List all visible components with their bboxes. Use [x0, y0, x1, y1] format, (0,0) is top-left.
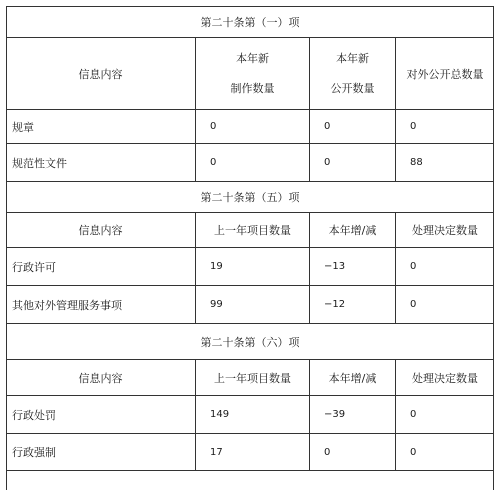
- column-header: 本年增/减: [310, 213, 396, 248]
- section-title: 第二十条第（五）项: [6, 182, 494, 213]
- table-cell: 0: [396, 396, 494, 434]
- row-label: 行政许可: [6, 248, 196, 286]
- row-label: 规章: [6, 110, 196, 144]
- row-label: 行政强制: [6, 434, 196, 471]
- column-header: 处理决定数量: [396, 213, 494, 248]
- disclosure-table: [6, 6, 494, 490]
- column-header: 本年增/减: [310, 360, 396, 396]
- column-header: 信息内容: [6, 213, 196, 248]
- row-label: 规范性文件: [6, 144, 196, 182]
- table-cell: 149: [196, 396, 310, 434]
- column-header: 上一年项目数量: [196, 360, 310, 396]
- section-title: 第二十条第（六）项: [6, 324, 494, 360]
- row-label: 其他对外管理服务事项: [6, 286, 196, 324]
- table-cell: 0: [196, 144, 310, 182]
- column-header: 信息内容: [6, 38, 196, 110]
- table-cell: 0: [310, 110, 396, 144]
- table-cell: −13: [310, 248, 396, 286]
- column-header: 处理决定数量: [396, 360, 494, 396]
- column-header-line: 本年新: [236, 51, 269, 65]
- table-cell: 0: [196, 110, 310, 144]
- table-cell: 99: [196, 286, 310, 324]
- column-header: [310, 38, 396, 110]
- column-header: 对外公开总数量: [396, 38, 494, 110]
- table-cell: 0: [310, 434, 396, 471]
- row-label: 行政处罚: [6, 396, 196, 434]
- table-cell: 0: [396, 286, 494, 324]
- column-header-line: 制作数量: [230, 81, 275, 95]
- section-title: 第二十条第（一）项: [6, 6, 494, 38]
- column-header-line: 公开数量: [330, 81, 375, 95]
- table-cell: −39: [310, 396, 396, 434]
- table-cell: 19: [196, 248, 310, 286]
- table-cell: 17: [196, 434, 310, 471]
- table-cell: 88: [396, 144, 494, 182]
- table-cell: 0: [396, 248, 494, 286]
- column-header: 上一年项目数量: [196, 213, 310, 248]
- table-cell: 0: [396, 434, 494, 471]
- column-header-line: 本年新: [336, 51, 369, 65]
- table-cell: −12: [310, 286, 396, 324]
- table-cell: 0: [310, 144, 396, 182]
- table-cell: 0: [396, 110, 494, 144]
- column-header: [196, 38, 310, 110]
- column-header: 信息内容: [6, 360, 196, 396]
